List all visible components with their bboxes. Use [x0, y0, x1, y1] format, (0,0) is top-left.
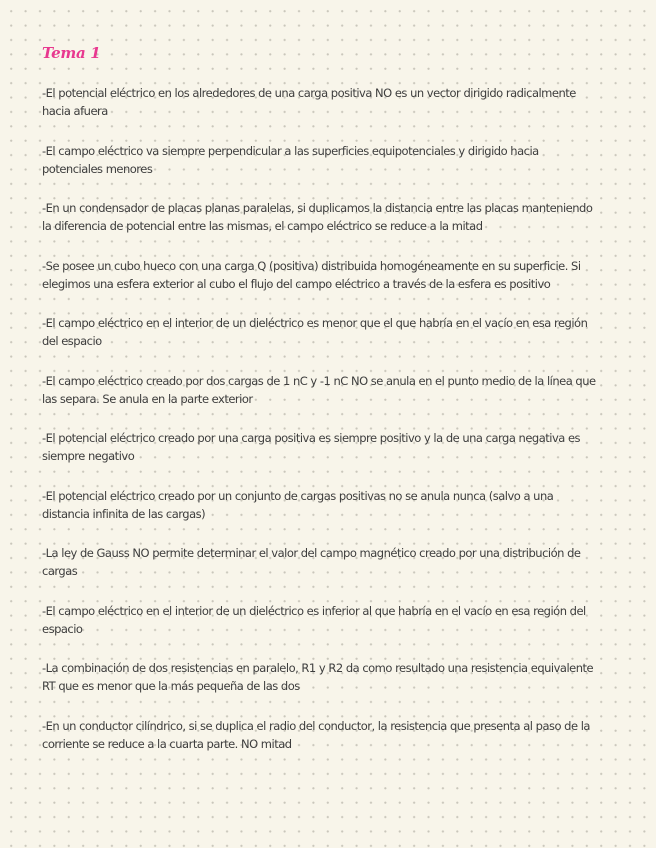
note-item: -En un condensador de placas planas paralelas, si duplicamos la distancia entre las placas manteniendo la diferencia de potencial entre las mismas, el campo eléctrico se reduce a la mitad — [42, 201, 593, 233]
note-item: -El potencial eléctrico creado por un conjunto de cargas positivas no se anula nunca (salvo a una distancia infinita de las cargas) — [42, 488, 554, 521]
note-item: -El campo eléctrico creado por dos cargas de 1 nC y -1 nC NO se anula en el punto medio de la línea que las separa. Se anula en la parte exterior — [42, 373, 596, 406]
note-item: -El potencial eléctrico en los alrededores de una carga positiva NO es un vector dirigido radicalmente hacia afuera — [42, 86, 576, 118]
notes-list — [42, 84, 598, 753]
note-item: -Se posee un cubo hueco con una carga Q (positiva) distribuida homogéneamente en su superficie. Si elegimos una esfera exterior al cubo el flujo del campo eléctrico a través de la esfera es positivo — [42, 258, 581, 291]
page-title: Tema 1 — [42, 44, 101, 62]
note-item: -El campo eléctrico en el interior de un dieléctrico es menor que el que habría en el vacío en esa región del espacio — [42, 316, 588, 348]
note-item: -La ley de Gauss NO permite determinar el valor del campo magnético creado por una distribución de cargas — [42, 546, 581, 578]
note-item: -La combinación de dos resistencias en paralelo, R1 y R2 da como resultado una resistencia equivalente RT que es menor que la más pequeña de las dos — [42, 661, 594, 693]
note-item: -El campo eléctrico en el interior de un dieléctrico es inferior al que habría en el vacío en esa región del espacio — [42, 603, 586, 636]
note-item: -En un conductor cilíndrico, si se duplica el radio del conductor, la resistencia que presenta al paso de la corriente se reduce a la cuarta parte. NO mitad — [42, 718, 590, 751]
note-item: -El potencial eléctrico creado por una carga positiva es siempre positivo y la de una carga negativa es siempre negativo — [42, 431, 581, 463]
note-item: -El campo eléctrico va siempre perpendicular a las superficies equipotenciales y dirigido hacia potenciales menores — [42, 143, 539, 176]
